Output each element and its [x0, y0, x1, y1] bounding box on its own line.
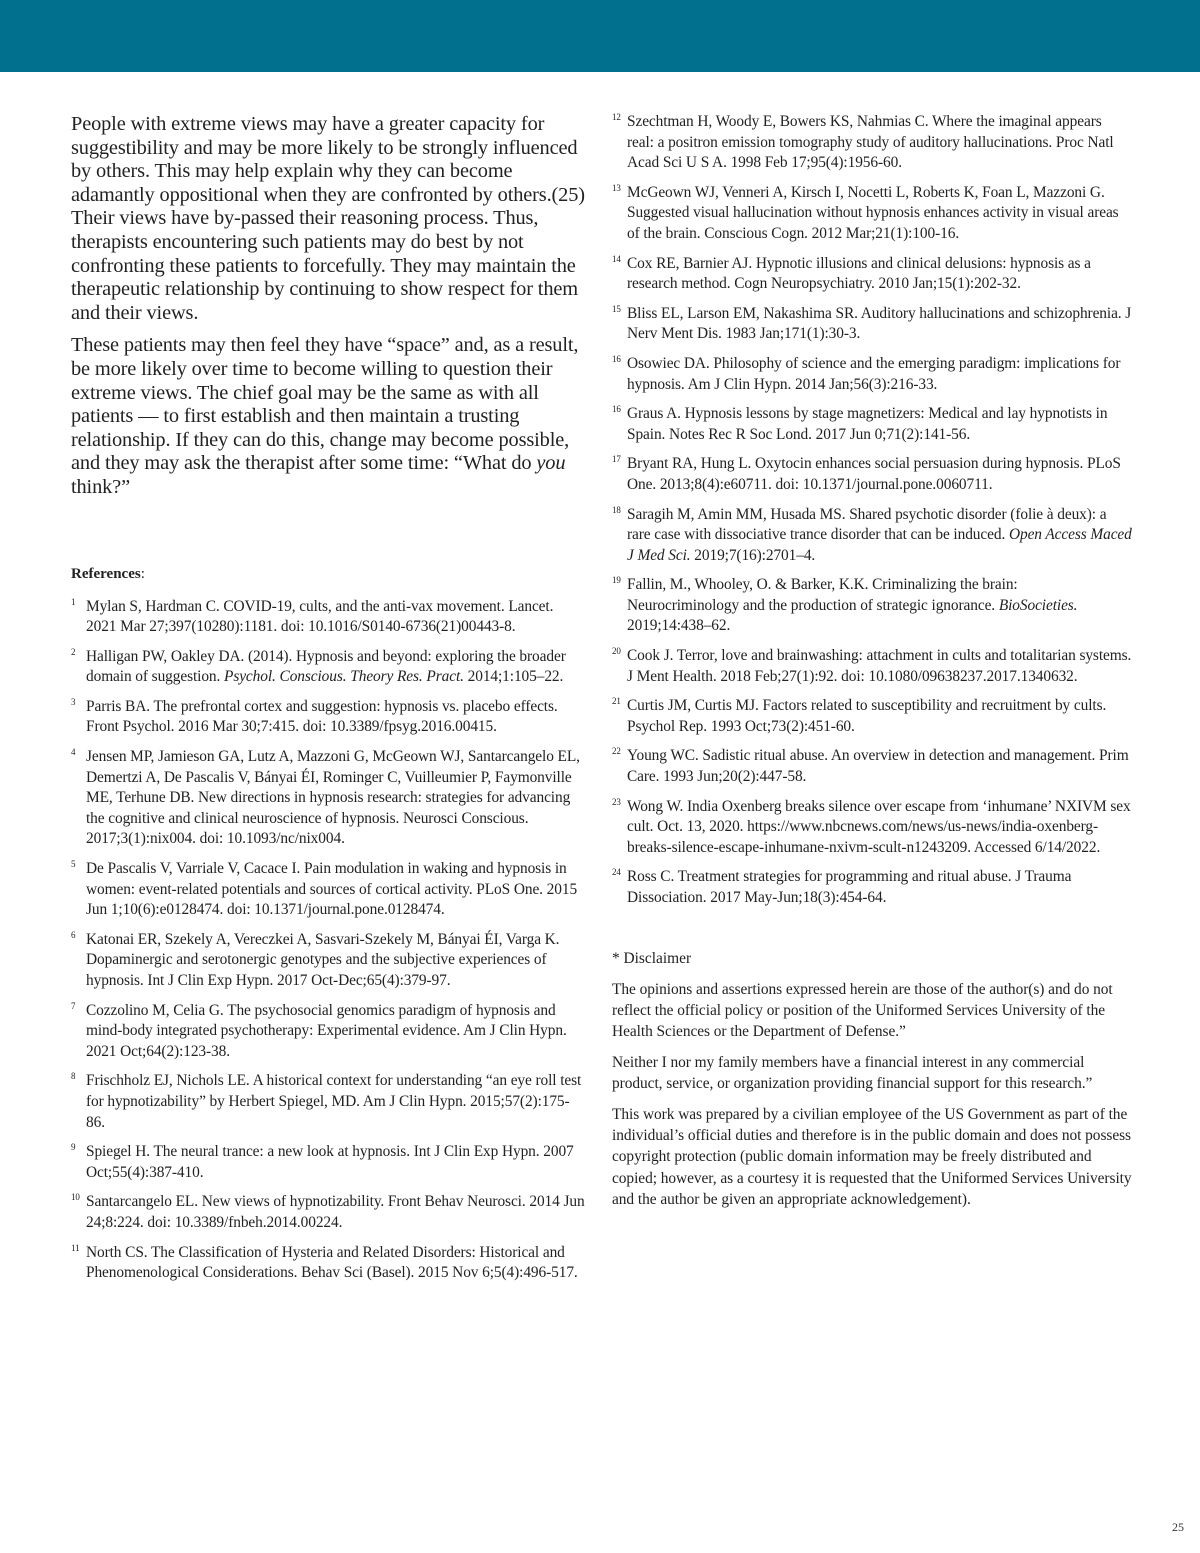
body-paragraph-1: People with extreme views may have a greater capacity for suggestibility and may be more likely to be strongly influenced by others. This may help explain why they can become adamantly oppositional when they are confronted by others.(25) Their views have by-passed their reasoning process. Thus, therapists encountering such patients may do best by not confronting these patients to forcefully. They may maintain the therapeutic relationship by continuing to show respect for them and their views.: [71, 113, 585, 324]
reference-text-part: 2014;1:105–22.: [463, 668, 564, 686]
disclaimer-paragraph-1: The opinions and assertions expressed herein are those of the author(s) and do not reflect the official policy or position of the Uniformed Services University of the Health Sciences or the Department of Defense.”: [612, 980, 1113, 1041]
reference-number: 14: [612, 253, 621, 264]
disclaimer-title: * Disclaimer: [612, 949, 692, 967]
reference-number: 8: [71, 1071, 76, 1082]
reference-number: 1: [71, 596, 76, 607]
reference-item: [71, 747, 586, 850]
reference-item: [71, 1142, 586, 1183]
reference-number: 16: [612, 404, 621, 415]
reference-number: 3: [71, 696, 76, 707]
reference-item: [612, 112, 1132, 174]
disclaimer-paragraph-3: This work was prepared by a civilian employee of the US Government as part of the individual’s official duties and therefore is in the public domain and does not possess copyright protection (public domain information may be freely distributed and copied; however, as a courtesy it is requested that the Uniformed Services University and the author be given an appropriate acknowledgement).: [612, 1105, 1132, 1209]
reference-text-part: Saragih M, Amin MM, Husada MS. Shared psychotic disorder (folie à deux): a rare case with dissociative trance disorder that can be induced.: [627, 505, 1107, 544]
reference-text: De Pascalis V, Varriale V, Cacace I. Pain modulation in waking and hypnosis in women: event-related potentials and sources of cortical activity. PLoS One. 2015 Jun 1;10(6):e0128474. doi: 10.1371/journal.pone.0128474.: [86, 860, 578, 919]
reference-item: [612, 505, 1132, 567]
reference-item: [612, 254, 1132, 295]
reference-item: [71, 1192, 586, 1233]
reference-text: Ross C. Treatment strategies for programming and ritual abuse. J Trauma Dissociation. 2017 May-Jun;18(3):454-64.: [627, 868, 1072, 906]
reference-item: [612, 404, 1132, 445]
reference-number: 12: [612, 112, 621, 122]
top-banner: [0, 0, 1200, 72]
reference-item: [612, 304, 1132, 345]
reference-item: [612, 696, 1132, 737]
reference-item: [612, 797, 1132, 859]
reference-number: 10: [71, 1192, 80, 1203]
reference-number: 11: [71, 1242, 80, 1253]
reference-text: North CS. The Classification of Hysteria and Related Disorders: Historical and Phenomenological Considerations. Behav Sci (Basel). 2015 Nov 6;5(4):496-517.: [86, 1243, 578, 1282]
body-paragraph-2-emphasis: you: [536, 452, 566, 475]
reference-item: [71, 859, 586, 921]
reference-text-part: Fallin, M., Whooley, O. & Barker, K.K. Criminalizing the brain: Neurocriminology and the production of strategic ignorance.: [627, 576, 1018, 614]
reference-item: [71, 1001, 586, 1063]
page-number: 25: [1172, 1520, 1184, 1534]
reference-text-part: 2019;14:438–62.: [627, 617, 731, 635]
reference-text: Mylan S, Hardman C. COVID-19, cults, and the anti-vax movement. Lancet. 2021 Mar 27;397(10280):1181. doi: 10.1016/S0140-6736(21)00443-8.: [86, 597, 554, 636]
reference-text: Young WC. Sadistic ritual abuse. An overview in detection and management. Prim Care. 1993 Jun;20(2):447-58.: [627, 747, 1129, 786]
reference-text-part: Halligan PW, Oakley DA. (2014). Hypnosis and beyond: exploring the broader domain of suggestion.: [86, 647, 566, 686]
reference-text: Bryant RA, Hung L. Oxytocin enhances social persuasion during hypnosis. PLoS One. 2013;8(4):e60711. doi: 10.1371/journal.pone.0060711.: [627, 455, 1121, 493]
reference-item: [71, 647, 586, 688]
reference-text: Spiegel H. The neural trance: a new look at hypnosis. Int J Clin Exp Hypn. 2007 Oct;55(4):387-410.: [86, 1143, 574, 1181]
reference-text: [627, 576, 1077, 634]
reference-item: [71, 697, 586, 738]
reference-item: [71, 597, 586, 638]
reference-text: Curtis JM, Curtis MJ. Factors related to susceptibility and recruitment by cults. Psychol Rep. 1993 Oct;73(2):451-60.: [627, 697, 1107, 735]
reference-number: 5: [71, 859, 76, 870]
reference-number: 15: [612, 303, 621, 314]
reference-item: [612, 575, 1132, 637]
reference-item: [71, 1071, 586, 1133]
right-column: [612, 112, 1132, 1220]
reference-text: [86, 648, 566, 686]
reference-number: 17: [612, 454, 621, 465]
reference-journal: Psychol. Conscious. Theory Res. Pract.: [224, 668, 464, 686]
body-paragraph-2: [71, 334, 586, 499]
reference-text: Santarcangelo EL. New views of hypnotizability. Front Behav Neurosci. 2014 Jun 24;8:224. doi: 10.3389/fnbeh.2014.00224.: [86, 1193, 585, 1231]
reference-number: 16: [612, 353, 621, 364]
reference-text: Osowiec DA. Philosophy of science and the emerging paradigm: implications for hypnosis. Am J Clin Hypn. 2014 Jan;56(3):216-33.: [627, 354, 1121, 393]
reference-number: 23: [612, 796, 621, 807]
reference-number: 21: [612, 696, 621, 707]
reference-text: Bliss EL, Larson EM, Nakashima SR. Auditory hallucinations and schizophrenia. J Nerv Ment Dis. 1983 Jan;171(1):30-3.: [627, 304, 1132, 343]
reference-number: 20: [612, 646, 621, 657]
reference-item: [612, 646, 1132, 687]
body-paragraph-2-end: think?”: [71, 475, 130, 498]
reference-text: McGeown WJ, Venneri A, Kirsch I, Nocetti L, Roberts K, Foan L, Mazzoni G. Suggested visual hallucination without hypnosis enhances activity in visual areas of the brain. Conscious Cogn. 2012 Mar;21(1):100-16.: [627, 183, 1119, 242]
reference-item: [612, 183, 1132, 245]
reference-text: Parris BA. The prefrontal cortex and suggestion: hypnosis vs. placebo effects. Front Psychol. 2016 Mar 30;7:415. doi: 10.3389/fpsyg.2016.00415.: [86, 697, 558, 736]
body-paragraph-2-text: These patients may then feel they have “space” and, as a result, be more likely over time to become willing to question their extreme views. The chief goal may be the same as with all patients — to first establish and then maintain a trusting relationship. If they can do this, change may become possible, and they may ask the therapist after some time: “What do: [71, 334, 579, 475]
reference-number: 19: [612, 575, 621, 586]
reference-item: [612, 454, 1132, 495]
reference-text: Cook J. Terror, love and brainwashing: attachment in cults and totalitarian systems. J Ment Health. 2018 Feb;27(1):92. doi: 10.1080/09638237.2017.1340632.: [627, 647, 1132, 685]
reference-journal: Open Access Maced J Med Sci.: [627, 526, 1132, 564]
reference-text-part: 2019;7(16):2701–4.: [690, 546, 816, 564]
reference-journal: BioSocieties.: [998, 596, 1078, 614]
reference-text: Cozzolino M, Celia G. The psychosocial genomics paradigm of hypnosis and mind-body integrated psychotherapy: Experimental evidence. Am J Clin Hypn. 2021 Oct;64(2):123-38.: [86, 1001, 567, 1060]
reference-item: [71, 930, 586, 992]
reference-number: 22: [612, 746, 621, 757]
reference-item: [612, 354, 1132, 395]
reference-item: [612, 746, 1132, 787]
reference-text: Jensen MP, Jamieson GA, Lutz A, Mazzoni G, McGeown WJ, Santarcangelo EL, Demertzi A, De Pascalis V, Bányai ÉI, Rominger C, Vuilleumier P, Faymonville ME, Terhune DB. New directions in hypnosis research: strategies for advancing the cognitive and clinical neuroscience of hypnosis. Neurosci Conscious. 2017;3(1):nix004. doi: 10.1093/nc/nix004.: [86, 748, 580, 848]
left-column: [71, 113, 586, 1293]
disclaimer-paragraph-2: Neither I nor my family members have a financial interest in any commercial product, service, or organization providing financial support for this research.”: [612, 1053, 1093, 1093]
reference-number: 6: [71, 929, 76, 940]
reference-item: [612, 867, 1132, 908]
references-heading-label: References: [71, 565, 141, 582]
reference-item: [71, 1243, 586, 1284]
reference-number: 13: [612, 182, 621, 193]
reference-number: 18: [612, 504, 621, 515]
reference-list-left: [71, 597, 586, 1284]
reference-number: 4: [71, 747, 76, 758]
reference-number: 2: [71, 646, 76, 657]
reference-text: Katonai ER, Szekely A, Vereczkei A, Sasvari-Szekely M, Bányai ÉI, Varga K. Dopaminergic and serotonergic genotypes and the subjective experiences of hypnosis. Int J Clin Exp Hypn. 2017 Oct-Dec;65(4):379-97.: [86, 930, 560, 989]
reference-number: 24: [612, 867, 621, 878]
reference-text: Wong W. India Oxenberg breaks silence over escape from ‘inhumane’ NXIVM sex cult. Oct. 13, 2020. https://www.nbcnews.com/news/us-news/india-oxenberg-breaks-silence-escape-inhumane-nxivm-scult-n1243209. Accessed 6/14/2022.: [627, 797, 1131, 856]
reference-text: Frischholz EJ, Nichols LE. A historical context for understanding “an eye roll test for hypnotizability” by Herbert Spiegel, MD. Am J Clin Hypn. 2015;57(2):175-86.: [86, 1072, 582, 1131]
reference-list-right: [612, 112, 1132, 909]
references-heading: [71, 566, 586, 583]
reference-text: Graus A. Hypnosis lessons by stage magnetizers: Medical and lay hypnotists in Spain. Notes Rec R Soc Lond. 2017 Jun 0;71(2):141-56.: [627, 405, 1108, 443]
reference-text: [627, 506, 1132, 564]
reference-number: 9: [71, 1142, 76, 1153]
reference-number: 7: [71, 1000, 76, 1011]
references-heading-suffix: :: [140, 565, 145, 582]
reference-text: Cox RE, Barnier AJ. Hypnotic illusions and clinical delusions: hypnosis as a research method. Cogn Neuropsychiatry. 2010 Jan;15(1):202-32.: [627, 254, 1091, 293]
reference-text: Szechtman H, Woody E, Bowers KS, Nahmias C. Where the imaginal appears real: a positron emission tomography study of auditory hallucinations. Proc Natl Acad Sci U S A. 1998 Feb 17;95(4):1956-60.: [627, 113, 1114, 172]
